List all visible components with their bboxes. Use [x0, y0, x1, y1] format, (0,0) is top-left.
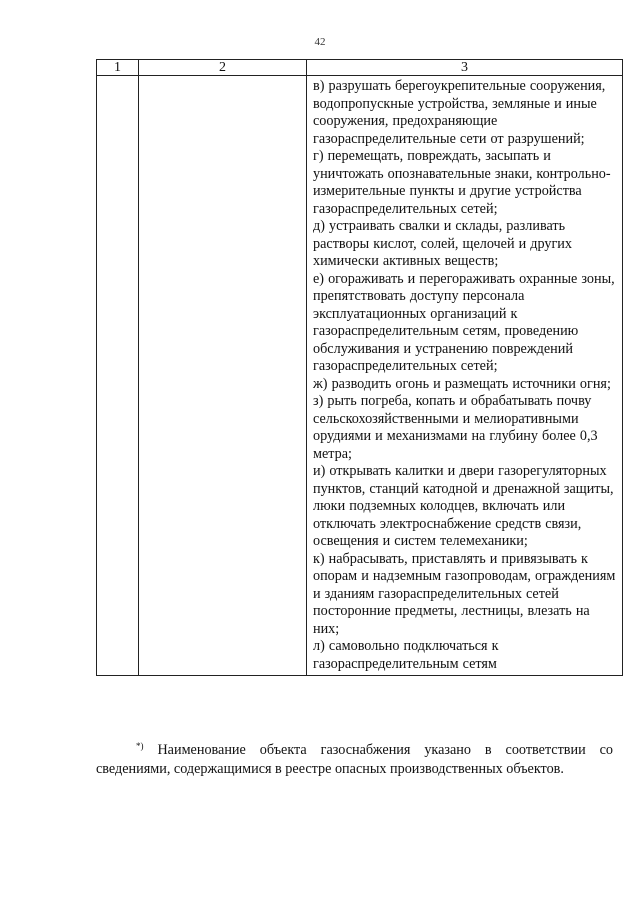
column-header-2: 2: [139, 60, 307, 76]
footnote-marker: *): [136, 741, 144, 751]
prohibition-item-i: и) открывать калитки и двери газорегуляторных пунктов, станций катодной и дренажной защиты, люки подземных колодцев, включать или отключать электроснабжение средств связи, освещения и систем телемеханики;: [313, 463, 614, 549]
footnote: [96, 737, 613, 779]
prohibition-item-k: к) набрасывать, приставлять и привязывать к опорам и надземным газопроводам, ограждениям и зданиям газораспределительных сетей посторонние предметы, лестницы, влезать на них;: [313, 550, 616, 637]
prohibition-item-l: л) самовольно подключаться к газораспределительным сетям: [313, 638, 499, 672]
document-table: [96, 59, 623, 676]
table-cell-col1: [97, 76, 139, 676]
table-row: [97, 76, 623, 676]
prohibition-item-z: з) рыть погреба, копать и обрабатывать почву сельскохозяйственными и мелиоративными орудиями и механизмами на глубину более 0,3 метра;: [313, 393, 598, 462]
column-header-1: 1: [97, 60, 139, 76]
table-cell-col3: [307, 76, 623, 676]
footnote-text: Наименование объекта газоснабжения указано в соответствии со сведениями, содержащимися в реестре опасных производственных объектов.: [96, 742, 614, 777]
table-cell-col2: [139, 76, 307, 676]
prohibition-item-d: д) устраивать свалки и склады, разливать растворы кислот, солей, щелочей и других химически активных веществ;: [313, 218, 572, 269]
page-number: 42: [314, 36, 326, 48]
prohibition-item-v: в) разрушать берегоукрепительные сооружения, водопропускные устройства, земляные и иные сооружения, предохраняющие газораспределительные сети от разрушений;: [313, 78, 606, 147]
prohibition-item-e: е) огораживать и перегораживать охранные зоны, препятствовать доступу персонала эксплуатационных организаций к газораспределительным сетям, проведению обслуживания и устранению повреждений газораспределительных сетей;: [313, 270, 615, 374]
prohibition-item-g: г) перемещать, повреждать, засыпать и уничтожать опознавательные знаки, контрольно-измерительные пункты и другие устройства газораспределительных сетей;: [313, 148, 611, 217]
column-header-3: 3: [307, 60, 623, 76]
table-header-row: [97, 60, 623, 76]
prohibition-item-zh: ж) разводить огонь и размещать источники огня;: [313, 375, 611, 392]
